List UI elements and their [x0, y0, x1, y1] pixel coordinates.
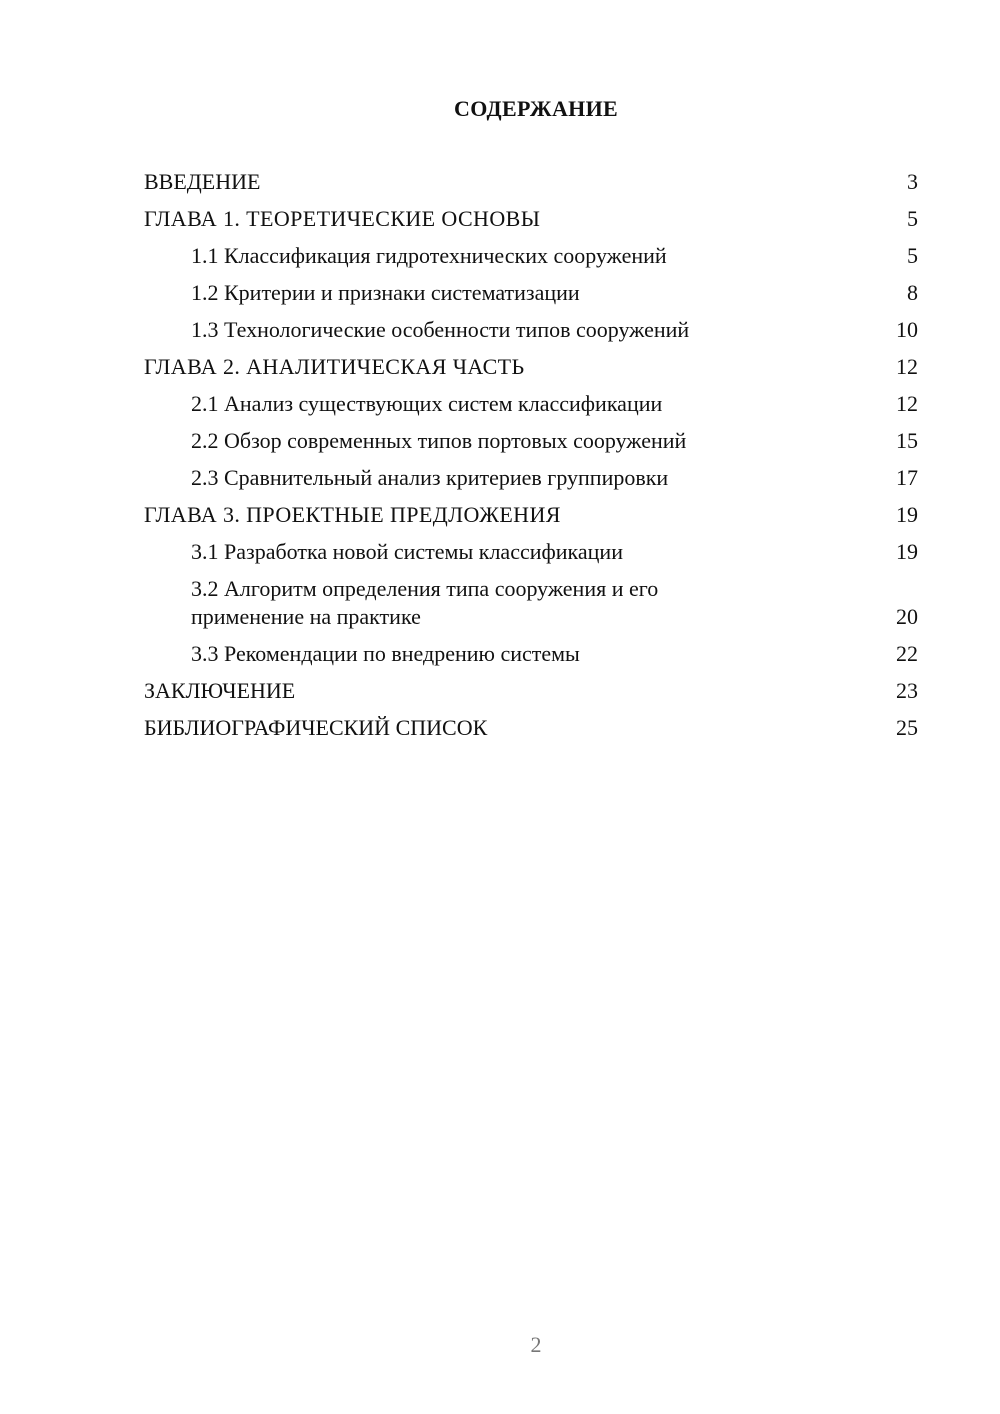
toc-entry-page: 10 [896, 317, 918, 342]
toc-entry-text: ГЛАВА 2. АНАЛИТИЧЕСКАЯ ЧАСТЬ [144, 354, 525, 379]
toc-entry-text: 1.1 Классификация гидротехнических сооружений [191, 243, 667, 268]
toc-entry-bibliography[interactable] [144, 714, 918, 742]
toc-entry-chapter-2[interactable] [144, 353, 918, 381]
page-number: 2 [530, 1332, 542, 1357]
toc-entry-introduction[interactable] [144, 168, 918, 196]
toc-entry-text: ГЛАВА 3. ПРОЕКТНЫЕ ПРЕДЛОЖЕНИЯ [144, 502, 561, 527]
toc-entry-text: 3.1 Разработка новой системы классификации [191, 539, 623, 564]
toc-entry-text: ЗАКЛЮЧЕНИЕ [144, 678, 296, 703]
toc-entry-page: 12 [896, 391, 918, 416]
toc-entry-page: 23 [896, 678, 918, 703]
toc-entry-page: 17 [896, 465, 918, 490]
toc-entry-text: 2.2 Обзор современных типов портовых сооружений [191, 428, 687, 453]
toc-entry-text: 2.3 Сравнительный анализ критериев группировки [191, 465, 669, 490]
toc-entry-page: 3 [907, 169, 918, 194]
toc-entry-section-3-3[interactable] [144, 640, 918, 668]
toc-entry-section-2-1[interactable] [144, 390, 918, 418]
toc-entry-text: БИБЛИОГРАФИЧЕСКИЙ СПИСОК [144, 715, 488, 740]
toc-entry-text: 3.2 Алгоритм определения типа сооружения и его применение на практике [191, 576, 659, 629]
toc-entry-page: 15 [896, 428, 918, 453]
toc-entry-text: 1.3 Технологические особенности типов сооружений [191, 317, 690, 342]
toc-entry-text: 1.2 Критерии и признаки систематизации [191, 280, 580, 305]
toc-entry-text: ВВЕДЕНИЕ [144, 169, 261, 194]
toc-entry-section-3-2[interactable] [144, 575, 918, 631]
page-title: СОДЕРЖАНИЕ [454, 96, 618, 121]
toc-entry-page: 19 [896, 502, 918, 527]
toc-entry-chapter-1[interactable] [144, 205, 918, 233]
toc-entry-section-1-3[interactable] [144, 316, 918, 344]
toc-entry-section-2-3[interactable] [144, 464, 918, 492]
toc-entry-section-3-1[interactable] [144, 538, 918, 566]
toc-entry-page: 20 [896, 604, 918, 629]
table-of-contents [144, 168, 918, 751]
toc-entry-section-1-1[interactable] [144, 242, 918, 270]
toc-entry-section-2-2[interactable] [144, 427, 918, 455]
toc-entry-text: ГЛАВА 1. ТЕОРЕТИЧЕСКИЕ ОСНОВЫ [144, 206, 541, 231]
toc-entry-page: 5 [907, 243, 918, 268]
toc-entry-page: 8 [907, 280, 918, 305]
toc-entry-page: 5 [907, 206, 918, 231]
toc-entry-chapter-3[interactable] [144, 501, 918, 529]
toc-entry-section-1-2[interactable] [144, 279, 918, 307]
toc-entry-page: 19 [896, 539, 918, 564]
toc-entry-page: 22 [896, 641, 918, 666]
toc-entry-page: 25 [896, 715, 918, 740]
toc-entry-text: 2.1 Анализ существующих систем классификации [191, 391, 663, 416]
toc-entry-conclusion[interactable] [144, 677, 918, 705]
toc-entry-text: 3.3 Рекомендации по внедрению системы [191, 641, 580, 666]
toc-entry-page: 12 [896, 354, 918, 379]
